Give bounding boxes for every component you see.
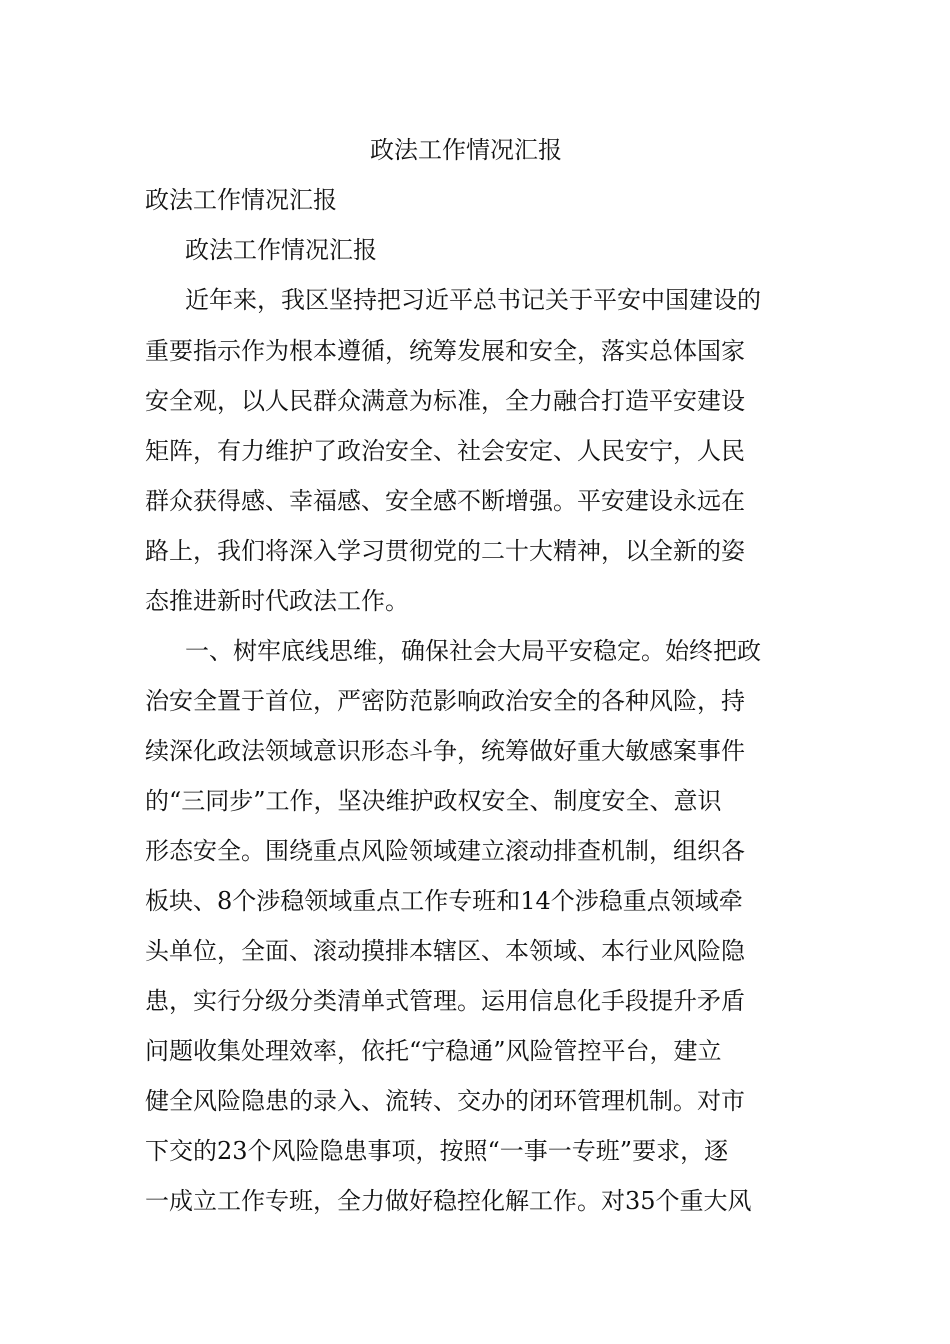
paragraph-line: 头单位，全面、滚动摸排本辖区、本领域、本行业风险隐 bbox=[145, 937, 745, 965]
paragraph-line: 板块、8个涉稳领域重点工作专班和14个涉稳重点领域牵 bbox=[145, 887, 743, 915]
paragraph-line: 重要指示作为根本遵循，统筹发展和安全，落实总体国家 bbox=[145, 337, 745, 365]
paragraph-line: 一成立工作专班，全力做好稳控化解工作。对35个重大风 bbox=[145, 1187, 752, 1215]
document-title: 政法工作情况汇报 bbox=[370, 136, 562, 164]
document-subtitle-indented: 政法工作情况汇报 bbox=[185, 236, 377, 264]
paragraph-line: 形态安全。围绕重点风险领域建立滚动排查机制，组织各 bbox=[145, 837, 745, 865]
paragraph-line: 路上，我们将深入学习贯彻党的二十大精神，以全新的姿 bbox=[145, 537, 745, 565]
paragraph-line: 群众获得感、幸福感、安全感不断增强。平安建设永远在 bbox=[145, 487, 745, 515]
paragraph-line: 患，实行分级分类清单式管理。运用信息化手段提升矛盾 bbox=[145, 987, 745, 1015]
paragraph-line: 安全观，以人民群众满意为标准，全力融合打造平安建设 bbox=[145, 387, 745, 415]
paragraph-line: 矩阵，有力维护了政治安全、社会安定、人民安宁，人民 bbox=[145, 437, 745, 465]
paragraph-line: 一、树牢底线思维，确保社会大局平安稳定。始终把政 bbox=[185, 637, 761, 665]
document-subtitle: 政法工作情况汇报 bbox=[145, 186, 337, 214]
paragraph-line: 问题收集处理效率，依托“宁稳通”风险管控平台，建立 bbox=[145, 1037, 722, 1065]
paragraph-line: 态推进新时代政法工作。 bbox=[145, 587, 409, 615]
paragraph-line: 下交的23个风险隐患事项，按照“一事一专班”要求，逐 bbox=[145, 1137, 729, 1165]
paragraph-line: 近年来，我区坚持把习近平总书记关于平安中国建设的 bbox=[185, 286, 761, 314]
paragraph-line: 健全风险隐患的录入、流转、交办的闭环管理机制。对市 bbox=[145, 1087, 745, 1115]
paragraph-line: 续深化政法领域意识形态斗争，统筹做好重大敏感案事件 bbox=[145, 737, 745, 765]
paragraph-line: 治安全置于首位，严密防范影响政治安全的各种风险，持 bbox=[145, 687, 745, 715]
paragraph-line: 的“三同步”工作，坚决维护政权安全、制度安全、意识 bbox=[145, 787, 722, 815]
